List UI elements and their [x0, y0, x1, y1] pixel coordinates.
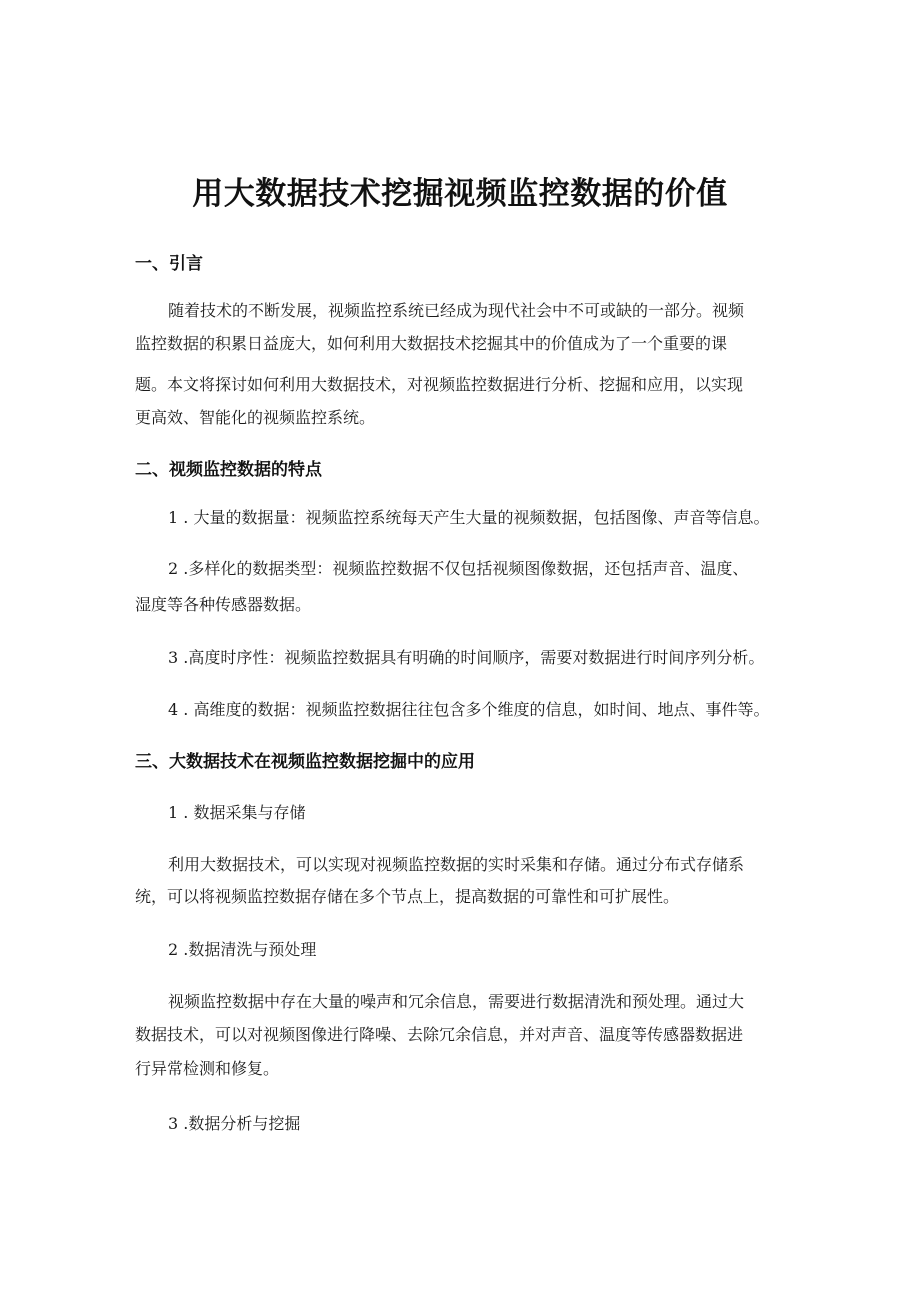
section-heading-applications: 三、大数据技术在视频监控数据挖掘中的应用 [135, 752, 475, 772]
paragraph-line: 利用大数据技术，可以实现对视频监控数据的实时采集和存储。通过分布式存储系 [168, 855, 745, 874]
paragraph-line: 统，可以将视频监控数据存储在多个节点上，提高数据的可靠性和可扩展性。 [135, 887, 680, 906]
paragraph-line: 更高效、智能化的视频监控系统。 [135, 408, 376, 427]
subsection-label: 2 .数据清洗与预处理 [168, 940, 317, 959]
document-title: 用大数据技术挖掘视频监控数据的价值 [192, 176, 728, 212]
paragraph-line: 随着技术的不断发展，视频监控系统已经成为现代社会中不可或缺的一部分。视频 [168, 301, 745, 320]
list-item: 4 . 高维度的数据：视频监控数据往往包含多个维度的信息，如时间、地点、事件等。 [168, 700, 770, 719]
paragraph-line: 题。本文将探讨如何利用大数据技术，对视频监控数据进行分析、挖掘和应用，以实现 [135, 375, 744, 394]
subsection-label: 1 . 数据采集与存储 [168, 803, 306, 822]
list-item: 3 .高度时序性：视频监控数据具有明确的时间顺序，需要对数据进行时间序列分析。 [168, 648, 765, 667]
paragraph-line: 数据技术，可以对视频图像进行降噪、去除冗余信息，并对声音、温度等传感器数据进 [135, 1025, 744, 1044]
list-item-continuation: 湿度等各种传感器数据。 [135, 595, 312, 614]
paragraph-line: 视频监控数据中存在大量的噪声和冗余信息，需要进行数据清洗和预处理。通过大 [168, 992, 745, 1011]
paragraph-line: 行异常检测和修复。 [135, 1059, 280, 1078]
section-heading-introduction: 一、引言 [135, 254, 203, 274]
section-heading-features: 二、视频监控数据的特点 [135, 460, 322, 480]
list-item: 1 . 大量的数据量：视频监控系统每天产生大量的视频数据，包括图像、声音等信息。 [168, 508, 770, 527]
subsection-label: 3 .数据分析与挖掘 [168, 1114, 301, 1133]
paragraph-line: 监控数据的积累日益庞大，如何利用大数据技术挖掘其中的价值成为了一个重要的课 [135, 334, 728, 353]
list-item: 2 .多样化的数据类型：视频监控数据不仅包括视频图像数据，还包括声音、温度、 [168, 559, 749, 578]
